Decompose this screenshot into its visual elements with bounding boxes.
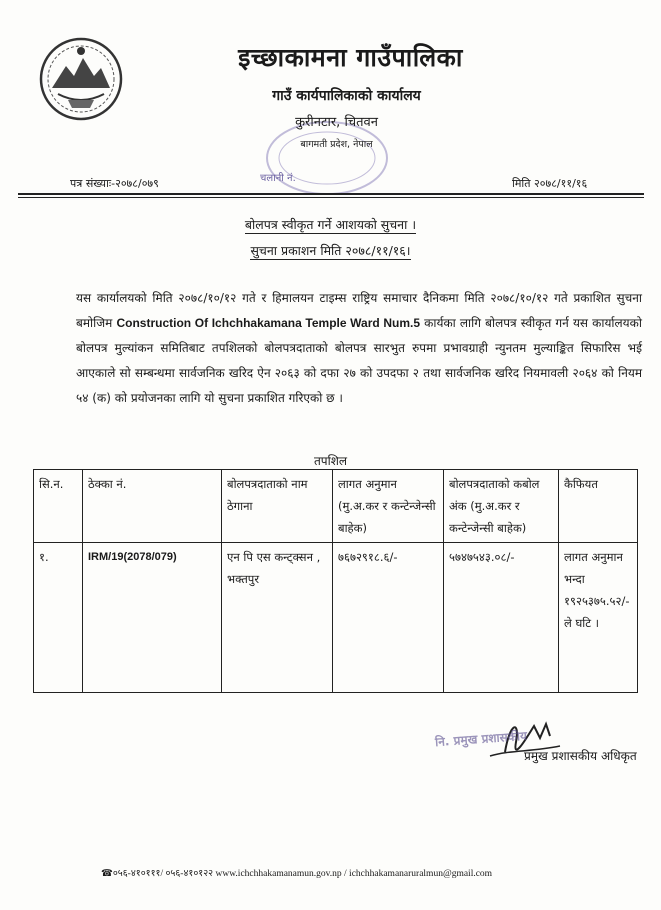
col-remarks: कैफियत (559, 470, 638, 543)
footer-contact: ☎०५६-४१०१११/ ०५६-४१०१२२ www.ichchhakamanamun.gov.np / ichchhakamanaruralmun@gmail.com (101, 869, 493, 879)
cell-estimate: ७६७२९१८.६/- (333, 543, 444, 693)
table-row (34, 543, 638, 693)
col-estimate: लागत अनुमान (मु.अ.कर र कन्टेन्जेन्सी बाहेक) (333, 470, 444, 543)
office-stamp-icon (262, 118, 392, 198)
header-divider-thin (18, 197, 644, 198)
col-sn: सि.न. (34, 470, 83, 543)
cell-bid: ५७४७५४३.०८/- (444, 543, 559, 693)
col-bid: बोलपत्रदाताको कबोल अंक (मु.अ.कर र कन्टेन्जेन्सी बाहेक) (444, 470, 559, 543)
dispatch-stamp-text: चलानी नं. (260, 173, 296, 184)
letter-date: मिति २०७८/११/१६ (512, 177, 588, 190)
table-caption: तपशिल (313, 454, 348, 468)
notice-body (76, 286, 642, 411)
cell-contract: IRM/19(2078/079) (83, 543, 222, 693)
body-part-1: यस कार्यालयको मिति २०७८/१०/१२ गते र हिमालयन टाइम्स राष्ट्रिय समाचार दैनिकमा मिति २०७८/१०/१२ गते प्रकाशित सुचना बमोजिम (76, 291, 642, 330)
office-name: गाउँ कार्यपालिकाको कार्यालय (272, 88, 421, 104)
details-table (33, 469, 638, 693)
signatory-title: प्रमुख प्रशासकीय अधिकृत (524, 749, 637, 763)
col-bidder: बोलपत्रदाताको नाम ठेगाना (222, 470, 333, 543)
table-header-row (34, 470, 638, 543)
office-location: कुरीनटार, चितवन (295, 115, 378, 130)
cell-sn: १. (34, 543, 83, 693)
body-part-2: कार्यका लागि बोलपत्र स्वीकृत गर्न यस कार्यालयको बोलपत्र मुल्यांकन समितिबाट तपशिलको बोलपत्रदाताको बोलपत्र सारभुत रुपमा प्रभावग्राही न्युनतम मुल्याङ्कित सिफारिस भई आएकाले सो सम्बन्धमा सार्वजनिक खरिद ऐन २०६३ को दफा २७ को उपदफा २ तथा सार्वजनिक खरिद नियमावली २०६४ को नियम ५४ (क) को प्रयोजनका लागि यो सुचना प्रकाशित गरिएको छ । (76, 316, 642, 405)
page-title: इच्छाकामना गाउँपालिका (238, 43, 463, 72)
signature-stamp-text: नि. प्रमुख प्रशासकीय (434, 728, 528, 750)
office-province: बागमती प्रदेश, नेपाल (300, 139, 373, 150)
col-contract: ठेक्का नं. (83, 470, 222, 543)
header-divider (18, 193, 644, 195)
notice-heading: बोलपत्र स्वीकृत गर्ने आशयको सुचना । (244, 217, 417, 232)
letter-number: पत्र संख्याः-२०७८/०७९ (70, 177, 159, 190)
cell-bidder: एन पि एस कन्ट्क्सन , भक्तपुर (222, 543, 333, 693)
project-name: Construction Of Ichchhakamana Temple Ward Num.5 (116, 316, 421, 330)
notice-publish-date: सुचना प्रकाशन मिति २०७८/११/१६। (250, 243, 411, 258)
cell-remarks: लागत अनुमान भन्दा १९२५३७५.५२/- ले घटि । (559, 543, 638, 693)
